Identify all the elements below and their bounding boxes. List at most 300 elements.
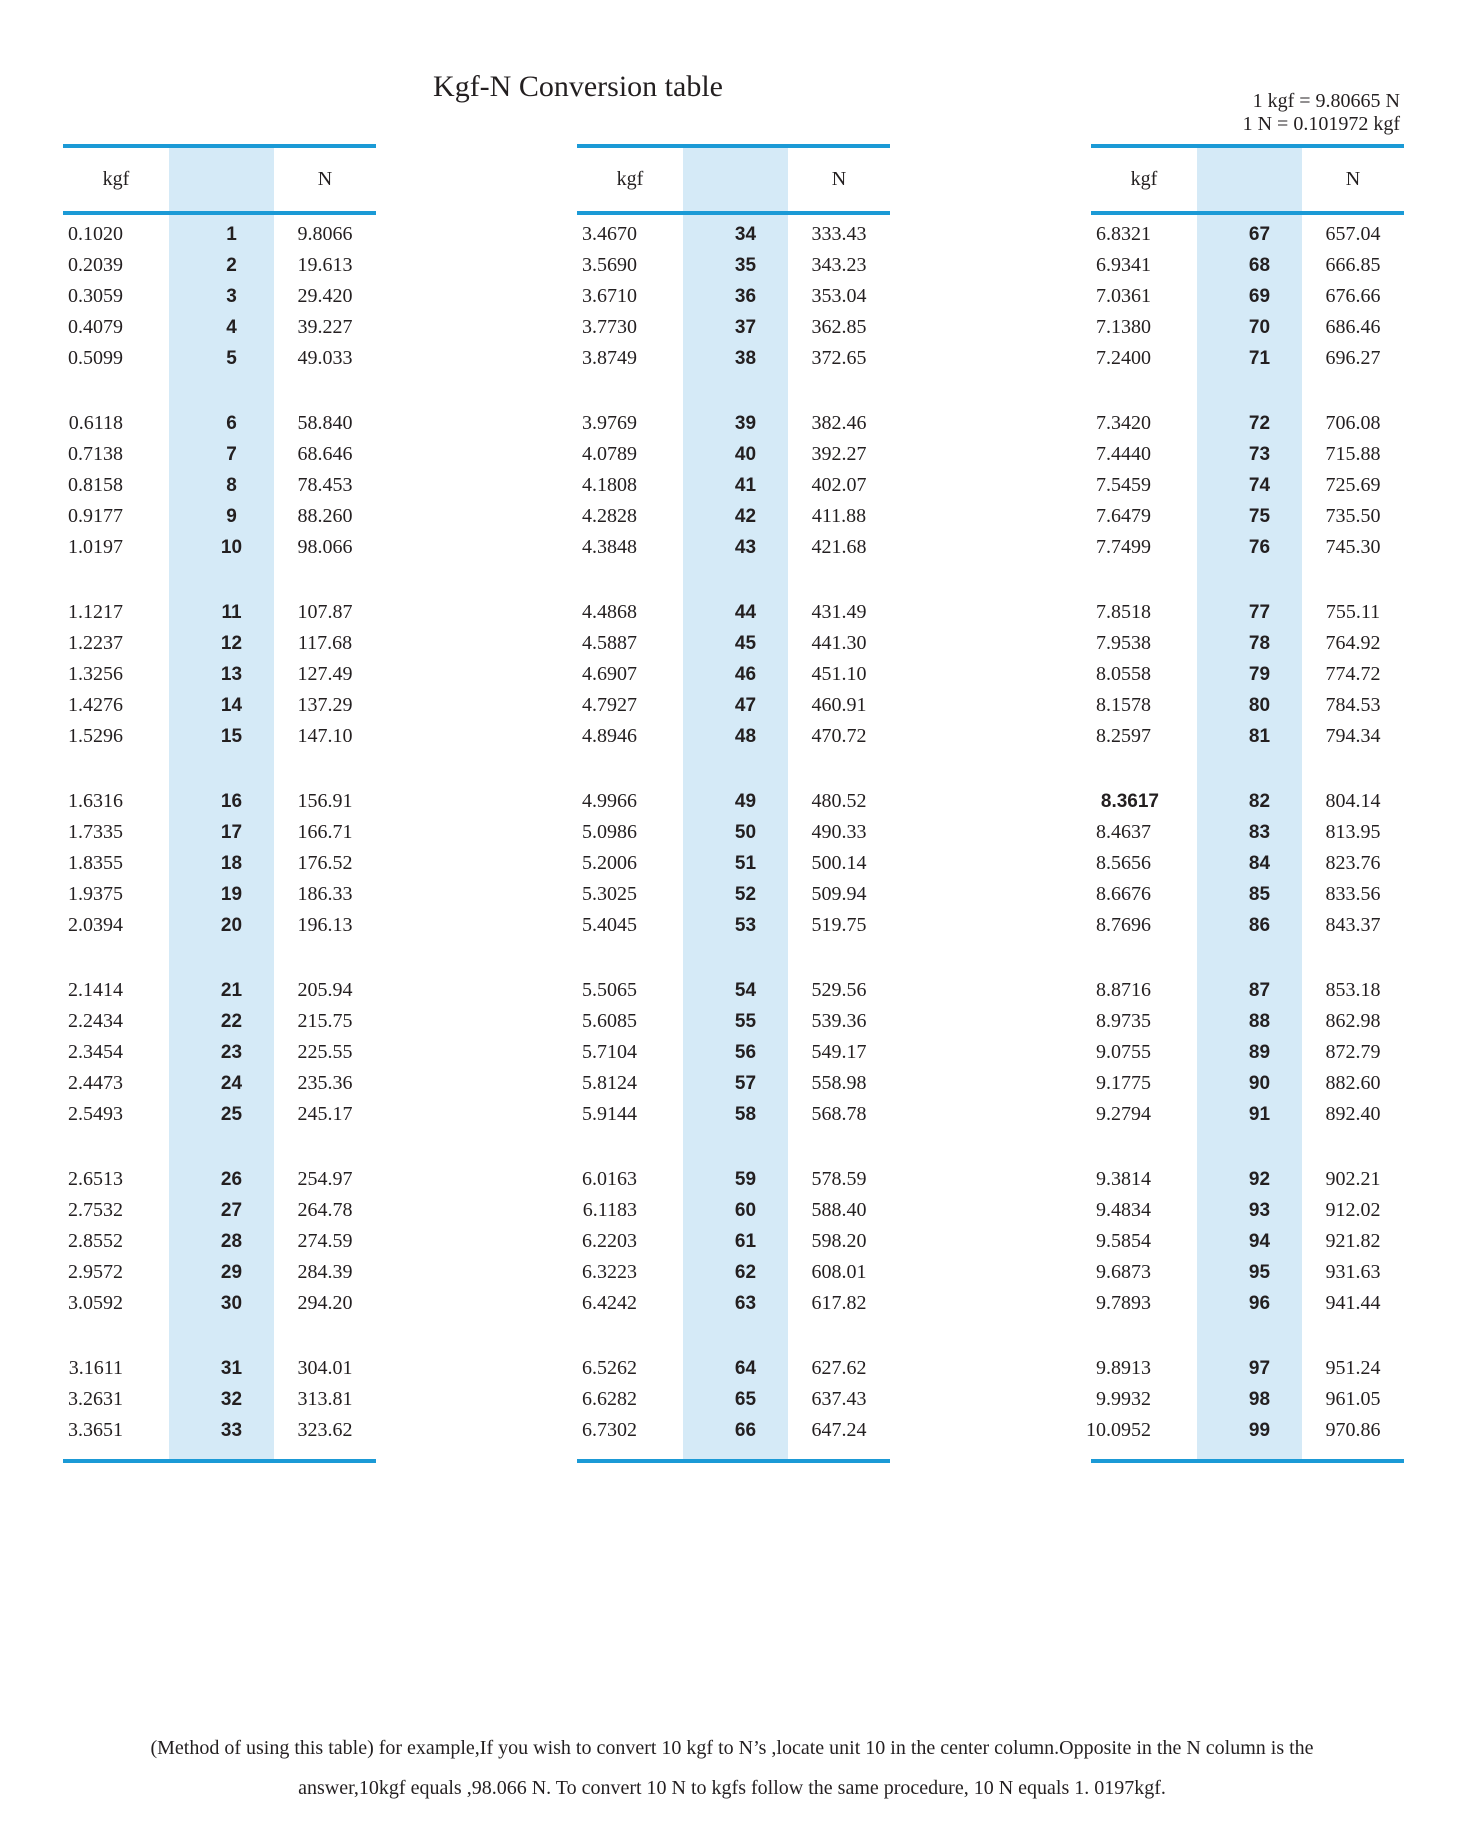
n-value: 392.27 xyxy=(811,443,867,465)
table-row xyxy=(1091,690,1404,721)
table-row xyxy=(577,690,890,721)
unit-value: 25 xyxy=(220,1103,243,1125)
n-value: 676.66 xyxy=(1325,285,1381,307)
kgf-value: 2.6513 xyxy=(68,1168,123,1190)
table-row xyxy=(577,281,890,312)
n-value: 176.52 xyxy=(297,852,353,874)
kgf-value: 3.8749 xyxy=(582,347,637,369)
table-row xyxy=(63,1353,376,1384)
n-value: 127.49 xyxy=(297,663,353,685)
kgf-value: 3.1611 xyxy=(68,1357,123,1379)
unit-value: 61 xyxy=(734,1230,757,1252)
kgf-value: 5.7104 xyxy=(582,1041,637,1063)
row-group xyxy=(1091,975,1404,1130)
kgf-value: 9.8913 xyxy=(1096,1357,1151,1379)
row-group xyxy=(63,1164,376,1319)
kgf-value: 1.7335 xyxy=(68,821,123,843)
n-value: 215.75 xyxy=(297,1010,353,1032)
unit-value: 19 xyxy=(220,883,243,905)
kgf-value: 5.4045 xyxy=(582,914,637,936)
n-column-header: N xyxy=(317,168,333,190)
unit-value: 39 xyxy=(734,412,757,434)
unit-value: 28 xyxy=(220,1230,243,1252)
kgf-value: 7.4440 xyxy=(1096,443,1151,465)
unit-value: 45 xyxy=(734,632,757,654)
unit-value: 79 xyxy=(1248,663,1271,685)
table-row xyxy=(1091,659,1404,690)
unit-value: 47 xyxy=(734,694,757,716)
kgf-value: 8.8716 xyxy=(1096,979,1151,1001)
unit-value: 34 xyxy=(734,223,757,245)
table-row xyxy=(63,312,376,343)
table-rule-bottom xyxy=(1091,1459,1404,1463)
unit-value: 53 xyxy=(734,914,757,936)
table-row xyxy=(1091,975,1404,1006)
kgf-value: 5.3025 xyxy=(582,883,637,905)
unit-value: 88 xyxy=(1248,1010,1271,1032)
unit-value: 89 xyxy=(1248,1041,1271,1063)
kgf-value: 5.5065 xyxy=(582,979,637,1001)
unit-value: 52 xyxy=(734,883,757,905)
table-rule-bottom xyxy=(63,1459,376,1463)
table-row xyxy=(577,848,890,879)
conversion-table-1 xyxy=(63,144,376,1463)
table-row xyxy=(1091,501,1404,532)
table-row xyxy=(577,408,890,439)
table-row xyxy=(63,690,376,721)
table-row xyxy=(63,1099,376,1130)
table-row xyxy=(1091,628,1404,659)
n-value: 284.39 xyxy=(297,1261,353,1283)
table-row xyxy=(577,1226,890,1257)
n-value: 598.20 xyxy=(811,1230,867,1252)
kgf-value: 8.6676 xyxy=(1096,883,1151,905)
unit-value: 11 xyxy=(221,601,242,623)
n-value: 441.30 xyxy=(811,632,867,654)
table-row xyxy=(63,1164,376,1195)
n-value: 784.53 xyxy=(1325,694,1381,716)
n-value: 725.69 xyxy=(1325,474,1381,496)
unit-value: 37 xyxy=(734,316,757,338)
n-value: 774.72 xyxy=(1325,663,1381,685)
table-body xyxy=(1086,215,1404,1446)
n-value: 823.76 xyxy=(1325,852,1381,874)
table-row xyxy=(63,848,376,879)
n-value: 951.24 xyxy=(1325,1357,1381,1379)
unit-value: 69 xyxy=(1248,285,1271,307)
row-group xyxy=(577,408,890,563)
kgf-value: 4.9966 xyxy=(582,790,637,812)
n-value: 480.52 xyxy=(811,790,867,812)
kgf-value: 9.6873 xyxy=(1096,1261,1151,1283)
table-row xyxy=(577,659,890,690)
n-value: 804.14 xyxy=(1325,790,1381,812)
kgf-value: 6.9341 xyxy=(1096,254,1151,276)
table-row xyxy=(63,1195,376,1226)
unit-value: 51 xyxy=(734,852,757,874)
n-value: 745.30 xyxy=(1325,536,1381,558)
unit-value: 77 xyxy=(1248,601,1271,623)
unit-value: 78 xyxy=(1248,632,1271,654)
table-row xyxy=(577,1037,890,1068)
table-row xyxy=(1091,1257,1404,1288)
kgf-value: 7.1380 xyxy=(1096,316,1151,338)
unit-value: 21 xyxy=(220,979,243,1001)
table-row xyxy=(63,1415,376,1446)
table-row xyxy=(63,879,376,910)
n-value: 254.97 xyxy=(297,1168,353,1190)
table-row xyxy=(1091,1037,1404,1068)
n-value: 313.81 xyxy=(297,1388,353,1410)
unit-value: 17 xyxy=(220,821,243,843)
kgf-value: 3.6710 xyxy=(582,285,637,307)
kgf-value: 1.5296 xyxy=(68,725,123,747)
unit-value: 31 xyxy=(220,1357,243,1379)
unit-value: 94 xyxy=(1248,1230,1271,1252)
table-row xyxy=(577,1288,890,1319)
kgf-value: 5.2006 xyxy=(582,852,637,874)
n-value: 9.8066 xyxy=(297,223,353,245)
n-value: 970.86 xyxy=(1325,1419,1381,1441)
kgf-value: 3.7730 xyxy=(582,316,637,338)
n-value: 813.95 xyxy=(1325,821,1381,843)
n-value: 882.60 xyxy=(1325,1072,1381,1094)
unit-value: 33 xyxy=(220,1419,243,1441)
table-row xyxy=(63,439,376,470)
unit-value: 71 xyxy=(1248,347,1271,369)
kgf-value: 2.2434 xyxy=(68,1010,123,1032)
table-row xyxy=(1091,1195,1404,1226)
kgf-value: 3.3651 xyxy=(68,1419,123,1441)
table-row xyxy=(63,910,376,941)
kgf-value: 9.9932 xyxy=(1096,1388,1151,1410)
table-row xyxy=(577,628,890,659)
kgf-value: 0.1020 xyxy=(68,223,123,245)
n-value: 735.50 xyxy=(1325,505,1381,527)
unit-value: 2 xyxy=(226,254,237,276)
table-body xyxy=(577,215,890,1446)
n-value: 912.02 xyxy=(1325,1199,1381,1221)
kgf-value: 4.8946 xyxy=(582,725,637,747)
table-row xyxy=(1091,312,1404,343)
unit-value: 15 xyxy=(220,725,243,747)
table-row xyxy=(577,439,890,470)
kgf-value: 1.0197 xyxy=(68,536,123,558)
n-value: 225.55 xyxy=(297,1041,353,1063)
unit-value: 54 xyxy=(734,979,757,1001)
kgf-value: 2.4473 xyxy=(68,1072,123,1094)
table-row xyxy=(577,312,890,343)
table-row xyxy=(63,1226,376,1257)
n-value: 196.13 xyxy=(297,914,353,936)
n-value: 509.94 xyxy=(811,883,867,905)
unit-value: 65 xyxy=(734,1388,757,1410)
table-row xyxy=(577,975,890,1006)
n-value: 264.78 xyxy=(297,1199,353,1221)
unit-value: 14 xyxy=(220,694,243,716)
n-value: 186.33 xyxy=(297,883,353,905)
unit-value: 3 xyxy=(226,285,237,307)
n-value: 88.260 xyxy=(297,505,353,527)
n-value: 500.14 xyxy=(811,852,867,874)
unit-value: 26 xyxy=(220,1168,243,1190)
kgf-value: 1.8355 xyxy=(68,852,123,874)
kgf-column-header: kgf xyxy=(1130,168,1158,190)
n-value: 274.59 xyxy=(297,1230,353,1252)
n-value: 323.62 xyxy=(297,1419,353,1441)
row-group xyxy=(63,597,376,752)
row-group xyxy=(577,1164,890,1319)
table-row xyxy=(63,817,376,848)
unit-value: 9 xyxy=(226,505,237,527)
unit-value: 50 xyxy=(734,821,757,843)
unit-value: 20 xyxy=(220,914,243,936)
n-value: 166.71 xyxy=(297,821,353,843)
row-group xyxy=(63,1353,376,1446)
kgf-value: 3.4670 xyxy=(582,223,637,245)
kgf-value: 7.9538 xyxy=(1096,632,1151,654)
unit-value: 87 xyxy=(1248,979,1271,1001)
unit-value: 73 xyxy=(1248,443,1271,465)
table-row xyxy=(1091,1068,1404,1099)
row-group xyxy=(1091,786,1404,941)
kgf-value: 6.3223 xyxy=(582,1261,637,1283)
kgf-value: 9.2794 xyxy=(1096,1103,1151,1125)
n-value: 794.34 xyxy=(1325,725,1381,747)
n-value: 549.17 xyxy=(811,1041,867,1063)
kgf-value: 7.5459 xyxy=(1096,474,1151,496)
table-row xyxy=(63,1068,376,1099)
unit-value: 93 xyxy=(1248,1199,1271,1221)
kgf-value: 8.5656 xyxy=(1096,852,1151,874)
unit-value: 23 xyxy=(220,1041,243,1063)
unit-value: 1 xyxy=(226,223,237,245)
unit-value: 49 xyxy=(734,790,757,812)
kgf-value: 0.6118 xyxy=(68,412,123,434)
table-rule-bottom xyxy=(577,1459,890,1463)
kgf-value: 0.9177 xyxy=(68,505,123,527)
unit-value: 76 xyxy=(1248,536,1271,558)
unit-value: 41 xyxy=(734,474,757,496)
table-header-row xyxy=(63,148,376,211)
n-value: 78.453 xyxy=(297,474,353,496)
kgf-value: 4.5887 xyxy=(582,632,637,654)
n-value: 902.21 xyxy=(1325,1168,1381,1190)
n-value: 245.17 xyxy=(297,1103,353,1125)
unit-value: 63 xyxy=(734,1292,757,1314)
table-row xyxy=(63,786,376,817)
kgf-value: 3.0592 xyxy=(68,1292,123,1314)
n-value: 49.033 xyxy=(297,347,353,369)
kgf-value: 10.0952 xyxy=(1086,1419,1151,1441)
n-value: 941.44 xyxy=(1325,1292,1381,1314)
kgf-value: 9.7893 xyxy=(1096,1292,1151,1314)
table-row xyxy=(577,721,890,752)
kgf-value: 5.8124 xyxy=(582,1072,637,1094)
n-value: 627.62 xyxy=(811,1357,867,1379)
table-row xyxy=(63,281,376,312)
table-row xyxy=(577,1415,890,1446)
table-row xyxy=(1091,250,1404,281)
table-row xyxy=(63,343,376,374)
kgf-value: 8.1578 xyxy=(1096,694,1151,716)
table-row xyxy=(577,1164,890,1195)
n-value: 608.01 xyxy=(811,1261,867,1283)
table-row xyxy=(1091,879,1404,910)
unit-value: 4 xyxy=(226,316,237,338)
kgf-column-header: kgf xyxy=(102,168,130,190)
row-group xyxy=(63,408,376,563)
kgf-value: 4.7927 xyxy=(582,694,637,716)
kgf-value: 6.6282 xyxy=(582,1388,637,1410)
kgf-value: 4.4868 xyxy=(582,601,637,623)
kgf-value: 8.9735 xyxy=(1096,1010,1151,1032)
table-row xyxy=(1091,786,1404,817)
unit-value: 7 xyxy=(226,443,237,465)
kgf-value: 6.8321 xyxy=(1096,223,1151,245)
table-row xyxy=(1086,1415,1404,1446)
unit-value: 84 xyxy=(1248,852,1271,874)
unit-value: 5 xyxy=(226,347,237,369)
n-value: 490.33 xyxy=(811,821,867,843)
table-row xyxy=(577,1006,890,1037)
n-value: 529.56 xyxy=(811,979,867,1001)
row-group xyxy=(1091,219,1404,374)
n-value: 19.613 xyxy=(297,254,353,276)
n-value: 931.63 xyxy=(1325,1261,1381,1283)
row-group xyxy=(63,975,376,1130)
n-value: 147.10 xyxy=(297,725,353,747)
table-row xyxy=(577,786,890,817)
unit-value: 43 xyxy=(734,536,757,558)
n-value: 588.40 xyxy=(811,1199,867,1221)
n-value: 637.43 xyxy=(811,1388,867,1410)
kgf-value: 8.2597 xyxy=(1096,725,1151,747)
table-row xyxy=(577,219,890,250)
kgf-value: 2.0394 xyxy=(68,914,123,936)
kgf-value: 4.2828 xyxy=(582,505,637,527)
kgf-value: 1.3256 xyxy=(68,663,123,685)
n-value: 519.75 xyxy=(811,914,867,936)
row-group xyxy=(577,219,890,374)
unit-value: 85 xyxy=(1248,883,1271,905)
kgf-value: 9.5854 xyxy=(1096,1230,1151,1252)
kgf-value: 2.1414 xyxy=(68,979,123,1001)
table-header-row xyxy=(577,148,890,211)
kgf-value: 6.0163 xyxy=(582,1168,637,1190)
table-row xyxy=(63,1037,376,1068)
table-row xyxy=(1091,910,1404,941)
row-group xyxy=(63,219,376,374)
kgf-value: 6.1183 xyxy=(582,1199,637,1221)
n-value: 558.98 xyxy=(811,1072,867,1094)
unit-value: 97 xyxy=(1248,1357,1271,1379)
table-row xyxy=(1091,470,1404,501)
kgf-value: 9.3814 xyxy=(1096,1168,1151,1190)
kgf-value: 4.3848 xyxy=(582,536,637,558)
n-value: 294.20 xyxy=(297,1292,353,1314)
unit-value: 36 xyxy=(734,285,757,307)
n-value: 411.88 xyxy=(811,505,867,527)
table-row xyxy=(63,408,376,439)
n-column-header: N xyxy=(1345,168,1361,190)
table-row xyxy=(577,1384,890,1415)
unit-value: 99 xyxy=(1248,1419,1271,1441)
n-value: 617.82 xyxy=(811,1292,867,1314)
formula-n-to-kgf: 1 N = 0.101972 kgf xyxy=(1242,113,1400,135)
unit-value: 58 xyxy=(734,1103,757,1125)
table-row xyxy=(63,219,376,250)
n-value: 892.40 xyxy=(1325,1103,1381,1125)
n-value: 755.11 xyxy=(1325,601,1381,623)
unit-value: 44 xyxy=(734,601,757,623)
table-row xyxy=(1091,721,1404,752)
n-value: 706.08 xyxy=(1325,412,1381,434)
kgf-value: 4.0789 xyxy=(582,443,637,465)
row-group xyxy=(577,1353,890,1446)
conversion-formulas xyxy=(1243,90,1400,136)
n-value: 156.91 xyxy=(297,790,353,812)
table-row xyxy=(577,1257,890,1288)
kgf-value: 4.6907 xyxy=(582,663,637,685)
n-value: 68.646 xyxy=(297,443,353,465)
unit-value: 67 xyxy=(1248,223,1271,245)
kgf-value: 1.4276 xyxy=(68,694,123,716)
table-row xyxy=(63,721,376,752)
table-row xyxy=(1091,1384,1404,1415)
table-row xyxy=(63,975,376,1006)
n-value: 666.85 xyxy=(1325,254,1381,276)
n-value: 362.85 xyxy=(811,316,867,338)
table-row xyxy=(1091,817,1404,848)
kgf-value: 1.1217 xyxy=(68,601,123,623)
kgf-value: 8.4637 xyxy=(1096,821,1151,843)
n-value: 696.27 xyxy=(1325,347,1381,369)
table-row xyxy=(577,343,890,374)
unit-value: 92 xyxy=(1248,1168,1271,1190)
unit-value: 59 xyxy=(734,1168,757,1190)
n-value: 921.82 xyxy=(1325,1230,1381,1252)
kgf-value: 0.7138 xyxy=(68,443,123,465)
unit-value: 70 xyxy=(1248,316,1271,338)
unit-value: 13 xyxy=(220,663,243,685)
kgf-value: 0.2039 xyxy=(68,254,123,276)
unit-value: 42 xyxy=(734,505,757,527)
kgf-value: 2.3454 xyxy=(68,1041,123,1063)
n-value: 353.04 xyxy=(811,285,867,307)
kgf-value: 1.9375 xyxy=(68,883,123,905)
unit-value: 57 xyxy=(734,1072,757,1094)
unit-value: 12 xyxy=(220,632,243,654)
unit-value: 18 xyxy=(220,852,243,874)
kgf-value: 1.2237 xyxy=(68,632,123,654)
kgf-value: 0.8158 xyxy=(68,474,123,496)
table-row xyxy=(63,659,376,690)
unit-value: 8 xyxy=(226,474,237,496)
n-value: 29.420 xyxy=(297,285,353,307)
table-row xyxy=(1091,532,1404,563)
kgf-value: 5.6085 xyxy=(582,1010,637,1032)
table-row xyxy=(577,817,890,848)
n-column-header: N xyxy=(831,168,847,190)
table-row xyxy=(1091,1006,1404,1037)
kgf-value: 2.5493 xyxy=(68,1103,123,1125)
unit-value: 30 xyxy=(220,1292,243,1314)
n-value: 657.04 xyxy=(1325,223,1381,245)
unit-value: 46 xyxy=(734,663,757,685)
n-value: 539.36 xyxy=(811,1010,867,1032)
table-header-row xyxy=(1091,148,1404,211)
